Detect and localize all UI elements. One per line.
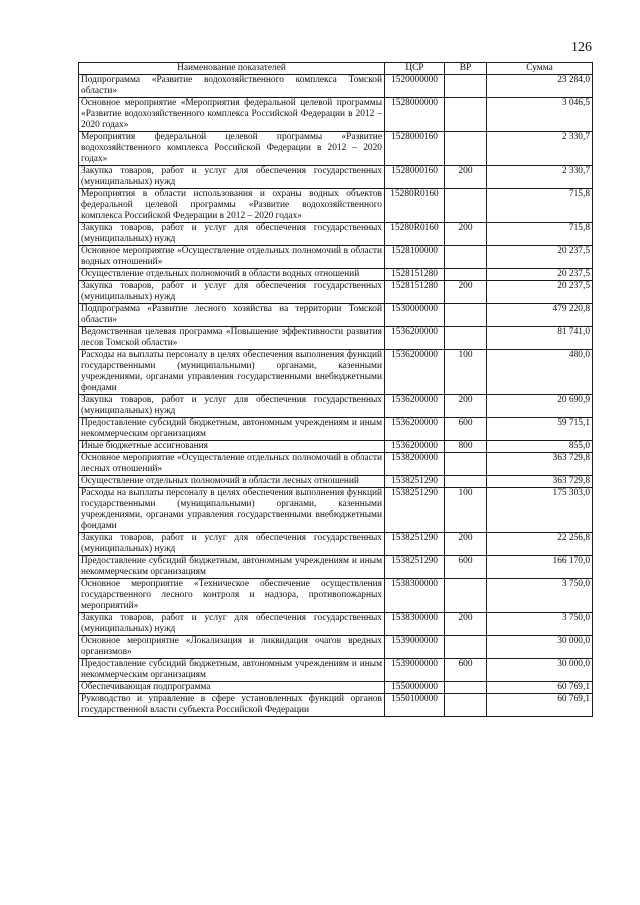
- row-sum-cell: 23 284,0: [487, 75, 593, 98]
- row-name-cell: Осуществление отдельных полномочий в области водных отношений: [79, 269, 385, 281]
- row-csr-cell: 15280R0160: [385, 189, 445, 223]
- table-row: [79, 327, 593, 350]
- row-csr-cell: 1538251290: [385, 556, 445, 579]
- table-row: [79, 132, 593, 166]
- row-csr-cell: 1520000000: [385, 75, 445, 98]
- row-vr-cell: 600: [445, 556, 487, 579]
- row-vr-cell: 600: [445, 418, 487, 441]
- row-vr-cell: [445, 98, 487, 132]
- row-csr-cell: 1528000000: [385, 98, 445, 132]
- row-sum-cell: 855,0: [487, 441, 593, 453]
- row-csr-cell: 15280R0160: [385, 223, 445, 246]
- row-name-cell: Закупка товаров, работ и услуг для обеспечения государственных (муниципальных) нужд: [79, 223, 385, 246]
- row-csr-cell: 1539000000: [385, 659, 445, 682]
- row-sum-cell: 81 741,0: [487, 327, 593, 350]
- row-vr-cell: 600: [445, 659, 487, 682]
- row-name-cell: Основное мероприятие «Осуществление отдельных полномочий в области лесных отношений»: [79, 453, 385, 476]
- row-csr-cell: 1550000000: [385, 682, 445, 694]
- row-sum-cell: 30 000,0: [487, 659, 593, 682]
- row-sum-cell: 2 330,7: [487, 166, 593, 189]
- row-vr-cell: [445, 694, 487, 717]
- row-csr-cell: 1538300000: [385, 579, 445, 613]
- table-row: [79, 476, 593, 488]
- row-sum-cell: 60 769,1: [487, 682, 593, 694]
- row-sum-cell: 20 237,5: [487, 246, 593, 269]
- row-name-cell: Иные бюджетные ассигнования: [79, 441, 385, 453]
- row-name-cell: Закупка товаров, работ и услуг для обеспечения государственных (муниципальных) нужд: [79, 166, 385, 189]
- row-name-cell: Предоставление субсидий бюджетным, автономным учреждениям и иным некоммерческим организациям: [79, 659, 385, 682]
- row-sum-cell: 363 729,8: [487, 453, 593, 476]
- row-csr-cell: 1538200000: [385, 453, 445, 476]
- table-row: [79, 75, 593, 98]
- row-sum-cell: 166 170,0: [487, 556, 593, 579]
- row-vr-cell: [445, 476, 487, 488]
- row-sum-cell: 363 729,8: [487, 476, 593, 488]
- table-row: [79, 350, 593, 395]
- row-name-cell: Закупка товаров, работ и услуг для обеспечения государственных (муниципальных) нужд: [79, 281, 385, 304]
- row-vr-cell: [445, 132, 487, 166]
- table-row: [79, 694, 593, 717]
- table-row: [79, 682, 593, 694]
- row-csr-cell: 1528100000: [385, 246, 445, 269]
- table-row: [79, 304, 593, 327]
- row-vr-cell: [445, 579, 487, 613]
- row-sum-cell: 3 046,5: [487, 98, 593, 132]
- row-name-cell: Расходы на выплаты персоналу в целях обеспечения выполнения функций государственными (муниципальными) органами, казенными учреждениями, органами управления государственными внебюджетными фондами: [79, 350, 385, 395]
- row-vr-cell: 200: [445, 281, 487, 304]
- table-row: [79, 223, 593, 246]
- row-vr-cell: 800: [445, 441, 487, 453]
- row-sum-cell: 2 330,7: [487, 132, 593, 166]
- row-csr-cell: 1538251290: [385, 476, 445, 488]
- table-row: [79, 659, 593, 682]
- row-vr-cell: [445, 75, 487, 98]
- header-name: Наименование показателей: [79, 63, 385, 75]
- table-row: [79, 281, 593, 304]
- row-vr-cell: 200: [445, 395, 487, 418]
- row-csr-cell: 1538251290: [385, 488, 445, 533]
- row-name-cell: Закупка товаров, работ и услуг для обеспечения государственных (муниципальных) нужд: [79, 395, 385, 418]
- page-number: 126: [571, 40, 592, 55]
- row-csr-cell: 1536200000: [385, 418, 445, 441]
- row-vr-cell: 200: [445, 533, 487, 556]
- table-body: [79, 75, 593, 717]
- row-csr-cell: 1550100000: [385, 694, 445, 717]
- row-csr-cell: 1530000000: [385, 304, 445, 327]
- row-sum-cell: 480,0: [487, 350, 593, 395]
- row-sum-cell: 22 256,8: [487, 533, 593, 556]
- row-sum-cell: 715,8: [487, 223, 593, 246]
- row-name-cell: Обеспечивающая подпрограмма: [79, 682, 385, 694]
- row-name-cell: Руководство и управление в сфере установленных функций органов государственной власти субъекта Российской Федерации: [79, 694, 385, 717]
- row-name-cell: Предоставление субсидий бюджетным, автономным учреждениям и иным некоммерческим организациям: [79, 418, 385, 441]
- table-row: [79, 246, 593, 269]
- row-name-cell: Осуществление отдельных полномочий в области лесных отношений: [79, 476, 385, 488]
- row-name-cell: Ведомственная целевая программа «Повышение эффективности развития лесов Томской области»: [79, 327, 385, 350]
- row-csr-cell: 1528000160: [385, 132, 445, 166]
- row-sum-cell: 59 715,1: [487, 418, 593, 441]
- table-row: [79, 453, 593, 476]
- row-vr-cell: [445, 189, 487, 223]
- row-vr-cell: [445, 453, 487, 476]
- table-row: [79, 395, 593, 418]
- table-row: [79, 441, 593, 453]
- row-csr-cell: 1528151280: [385, 281, 445, 304]
- row-name-cell: Предоставление субсидий бюджетным, автономным учреждениям и иным некоммерческим организациям: [79, 556, 385, 579]
- row-vr-cell: [445, 304, 487, 327]
- row-name-cell: Основное мероприятие «Локализация и ликвидация очагов вредных организмов»: [79, 636, 385, 659]
- row-csr-cell: 1538251290: [385, 533, 445, 556]
- row-vr-cell: [445, 269, 487, 281]
- row-name-cell: Подпрограмма «Развитие лесного хозяйства на территории Томской области»: [79, 304, 385, 327]
- row-vr-cell: [445, 246, 487, 269]
- row-sum-cell: 20 237,5: [487, 281, 593, 304]
- table-row: [79, 579, 593, 613]
- row-csr-cell: 1538300000: [385, 613, 445, 636]
- header-sum: Сумма: [487, 63, 593, 75]
- row-name-cell: Закупка товаров, работ и услуг для обеспечения государственных (муниципальных) нужд: [79, 613, 385, 636]
- row-name-cell: Расходы на выплаты персоналу в целях обеспечения выполнения функций государственными (муниципальными) органами, казенными учреждениями, органами управления государственными внебюджетными фондами: [79, 488, 385, 533]
- row-csr-cell: 1528151280: [385, 269, 445, 281]
- row-sum-cell: 20 690,9: [487, 395, 593, 418]
- row-name-cell: Подпрограмма «Развитие водохозяйственного комплекса Томской области»: [79, 75, 385, 98]
- row-csr-cell: 1528000160: [385, 166, 445, 189]
- row-name-cell: Мероприятия в области использования и охраны водных объектов федеральной целевой программы «Развитие водохозяйственного комплекса Российской Федерации в 2012 – 2020 годах»: [79, 189, 385, 223]
- row-sum-cell: 479 220,8: [487, 304, 593, 327]
- row-sum-cell: 60 769,1: [487, 694, 593, 717]
- row-name-cell: Основное мероприятие «Техническое обеспечение осуществления государственного лесного контроля и надзора, противопожарных мероприятий»: [79, 579, 385, 613]
- row-vr-cell: 200: [445, 166, 487, 189]
- table-row: [79, 166, 593, 189]
- table-row: [79, 533, 593, 556]
- table-header-row: [79, 63, 593, 75]
- row-name-cell: Основное мероприятие «Осуществление отдельных полномочий в области водных отношений»: [79, 246, 385, 269]
- table-row: [79, 189, 593, 223]
- header-csr: ЦСР: [385, 63, 445, 75]
- row-vr-cell: 100: [445, 350, 487, 395]
- table-row: [79, 269, 593, 281]
- row-vr-cell: 200: [445, 613, 487, 636]
- row-name-cell: Основное мероприятие «Мероприятия федеральной целевой программы «Развитие водохозяйственного комплекса Российской Федерации в 2012 – 2020 годах»: [79, 98, 385, 132]
- row-sum-cell: 715,8: [487, 189, 593, 223]
- row-sum-cell: 175 303,0: [487, 488, 593, 533]
- row-vr-cell: [445, 327, 487, 350]
- row-sum-cell: 30 000,0: [487, 636, 593, 659]
- table-row: [79, 418, 593, 441]
- row-csr-cell: 1539000000: [385, 636, 445, 659]
- table-row: [79, 98, 593, 132]
- table-row: [79, 613, 593, 636]
- row-vr-cell: 200: [445, 223, 487, 246]
- budget-table: [78, 62, 593, 717]
- row-csr-cell: 1536200000: [385, 327, 445, 350]
- row-vr-cell: 100: [445, 488, 487, 533]
- row-sum-cell: 3 750,0: [487, 613, 593, 636]
- table-row: [79, 488, 593, 533]
- row-name-cell: Закупка товаров, работ и услуг для обеспечения государственных (муниципальных) нужд: [79, 533, 385, 556]
- table-row: [79, 636, 593, 659]
- table-row: [79, 556, 593, 579]
- row-name-cell: Мероприятия федеральной целевой программы «Развитие водохозяйственного комплекса Российской Федерации в 2012 – 2020 годах»: [79, 132, 385, 166]
- row-csr-cell: 1536200000: [385, 350, 445, 395]
- row-csr-cell: 1536200000: [385, 441, 445, 453]
- row-sum-cell: 3 750,0: [487, 579, 593, 613]
- row-vr-cell: [445, 636, 487, 659]
- row-sum-cell: 20 237,5: [487, 269, 593, 281]
- header-vr: ВР: [445, 63, 487, 75]
- row-vr-cell: [445, 682, 487, 694]
- row-csr-cell: 1536200000: [385, 395, 445, 418]
